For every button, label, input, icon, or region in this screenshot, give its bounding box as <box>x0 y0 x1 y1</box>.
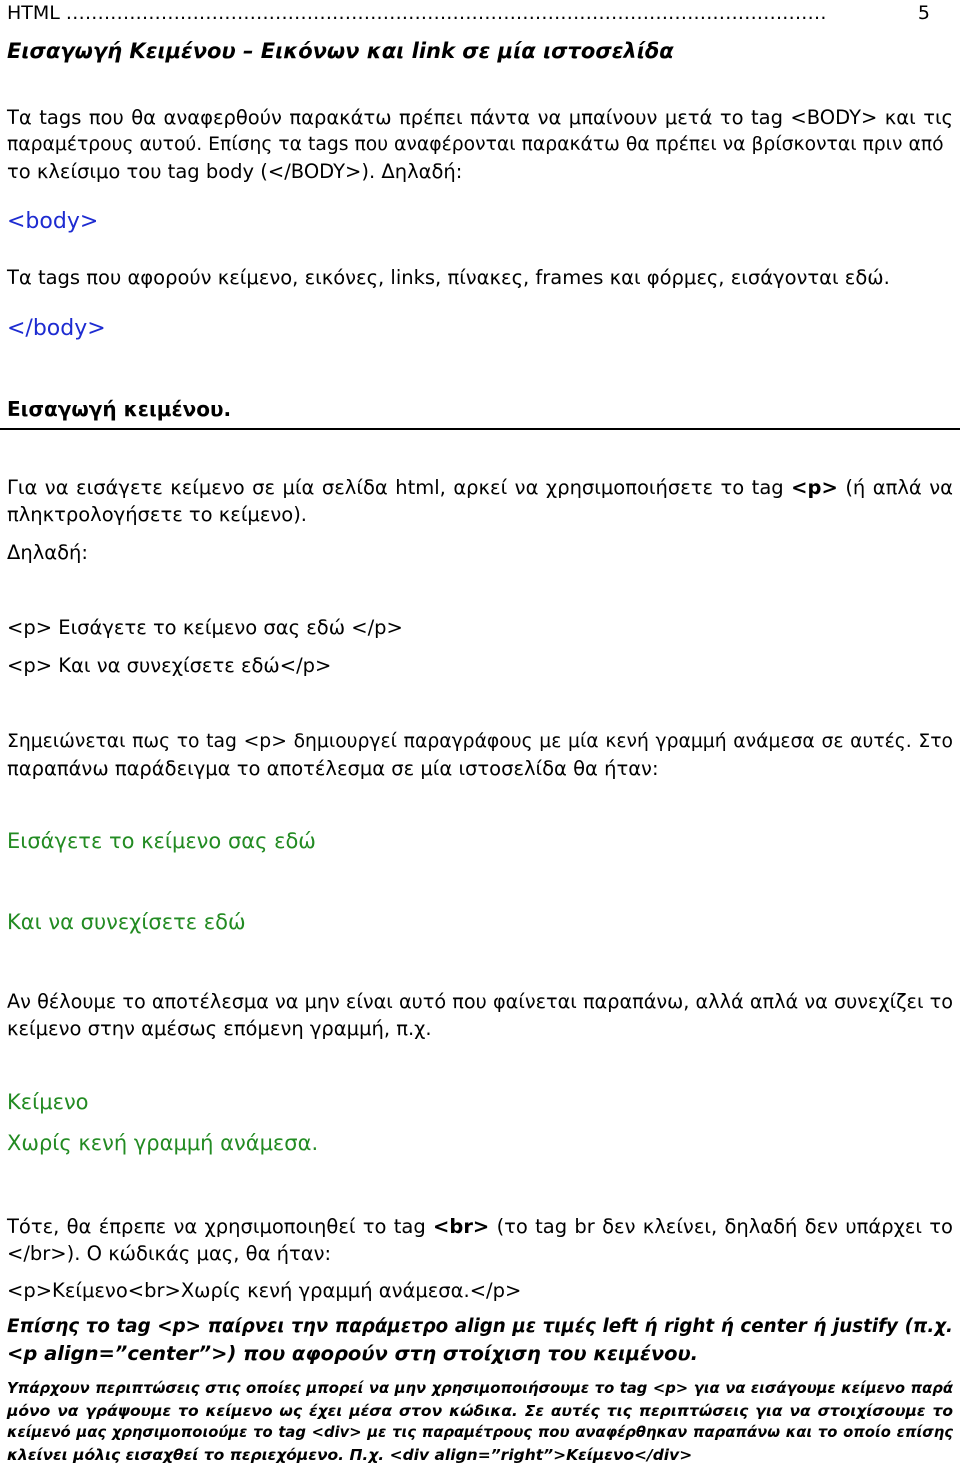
header-doc-title: HTML <box>7 2 60 24</box>
code-body-close: </body> <box>7 316 106 341</box>
note2-line-4: κλείνει μόλις εισαχθεί το περιεχόμενο. Π.χ. <div align=”right”>Κείμενο</div> <box>7 1446 693 1464</box>
example-output-4: Χωρίς κενή γραμμή ανάμεσα. <box>7 1131 319 1155</box>
para1-text-b: (ή απλά να <box>845 476 954 499</box>
code-example-2: <p> Και να συνεχίσετε εδώ</p> <box>7 654 332 677</box>
para4-text-a: Τότε, θα έπρεπε να χρησιμοποιηθεί το tag <box>7 1215 426 1238</box>
note1-line-2: <p align=”center”>) που αφορούν στη στοίχιση του κειμένου. <box>7 1342 699 1365</box>
para4-line-2: </br>). Ο κώδικάς μας, θα ήταν: <box>7 1242 332 1265</box>
running-header <box>7 0 827 26</box>
intro-line-2: παραμέτρους αυτού. Επίσης τα tags που αναφέρονται παρακάτω θα πρέπει να βρίσκονται πριν από <box>7 134 944 155</box>
section-heading <box>0 395 960 430</box>
br-tag-bold: <br> <box>433 1215 490 1238</box>
para4-line-1 <box>7 1213 953 1240</box>
note2-line-2: μόνο να γράψουμε το κείμενο ως έχει μέσα στον κώδικα. Σε αυτές τις περιπτώσεις για να στοιχίσουμε το <box>7 1402 953 1420</box>
code-example-3: <p>Κείμενο<br>Χωρίς κενή γραμμή ανάμεσα.</p> <box>7 1279 522 1302</box>
page-number: 5 <box>917 2 930 24</box>
code-example-1: <p> Εισάγετε το κείμενο σας εδώ </p> <box>7 616 403 639</box>
note2-line-3: κείμενό μας χρησιμοποιούμε το tag <div> με τις παραμέτρους που αναφέρθηκαν παραπάνω και το οποίο επίσης <box>7 1424 953 1441</box>
body-content-text: Τα tags που αφορούν κείμενο, εικόνες, links, πίνακες, frames και φόρμες, εισάγονται εδώ. <box>7 266 890 289</box>
para2-line-1: Σημειώνεται πως το tag <p> δημιουργεί παραγράφους με μία κενή γραμμή ανάμεσα σε αυτές. Στο <box>7 731 953 752</box>
note2-line-1: Υπάρχουν περιπτώσεις στις οποίες μπορεί να μην χρησιμοποιήσουμε το tag <p> για να εισάγουμε κείμενο παρά <box>7 1380 953 1397</box>
example-output-1: Εισάγετε το κείμενο σας εδώ <box>7 829 316 853</box>
intro-line-1: Τα tags που θα αναφερθούν παρακάτω πρέπει πάντα να μπαίνουν μετά το tag <BODY> και τις <box>7 106 953 129</box>
para4-text-b: (το tag br δεν κλείνει, δηλαδή δεν υπάρχει το <box>496 1215 953 1238</box>
intro-line-3: το κλείσιμο του tag body (</BODY>). Δηλαδή: <box>7 160 463 183</box>
p-tag-bold: <p> <box>791 476 838 499</box>
para1-line-2: πληκτρολογήσετε το κείμενο). <box>7 503 308 526</box>
para2-line-2: παραπάνω παράδειγμα το αποτέλεσμα σε μία ιστοσελίδα θα ήταν: <box>7 757 659 780</box>
header-leader-dots: ........................................................................................................................ <box>65 2 827 24</box>
example-output-2: Και να συνεχίσετε εδώ <box>7 910 246 934</box>
code-body-open: <body> <box>7 209 99 234</box>
para1-line-3: Δηλαδή: <box>7 541 88 564</box>
para3-line-1: Αν θέλουμε το αποτέλεσμα να μην είναι αυτό που φαίνεται παραπάνω, αλλά απλά να συνεχίζει το <box>7 990 953 1013</box>
para1-text-a: Για να εισάγετε κείμενο σε μία σελίδα html, αρκεί να χρησιμοποιήσετε το tag <box>7 476 784 499</box>
para3-line-2: κείμενο στην αμέσως επόμενη γραμμή, π.χ. <box>7 1017 432 1040</box>
page-title: Εισαγωγή Κειμένου – Εικόνων και link σε μία ιστοσελίδα <box>7 39 674 63</box>
para1-line-1 <box>7 474 953 501</box>
note1-line-1: Επίσης το tag <p> παίρνει την παράμετρο align με τιμές left ή right ή center ή justify (π.χ. <box>7 1316 953 1337</box>
example-output-3: Κείμενο <box>7 1090 89 1114</box>
section-title: Εισαγωγή κειμένου. <box>7 397 232 421</box>
